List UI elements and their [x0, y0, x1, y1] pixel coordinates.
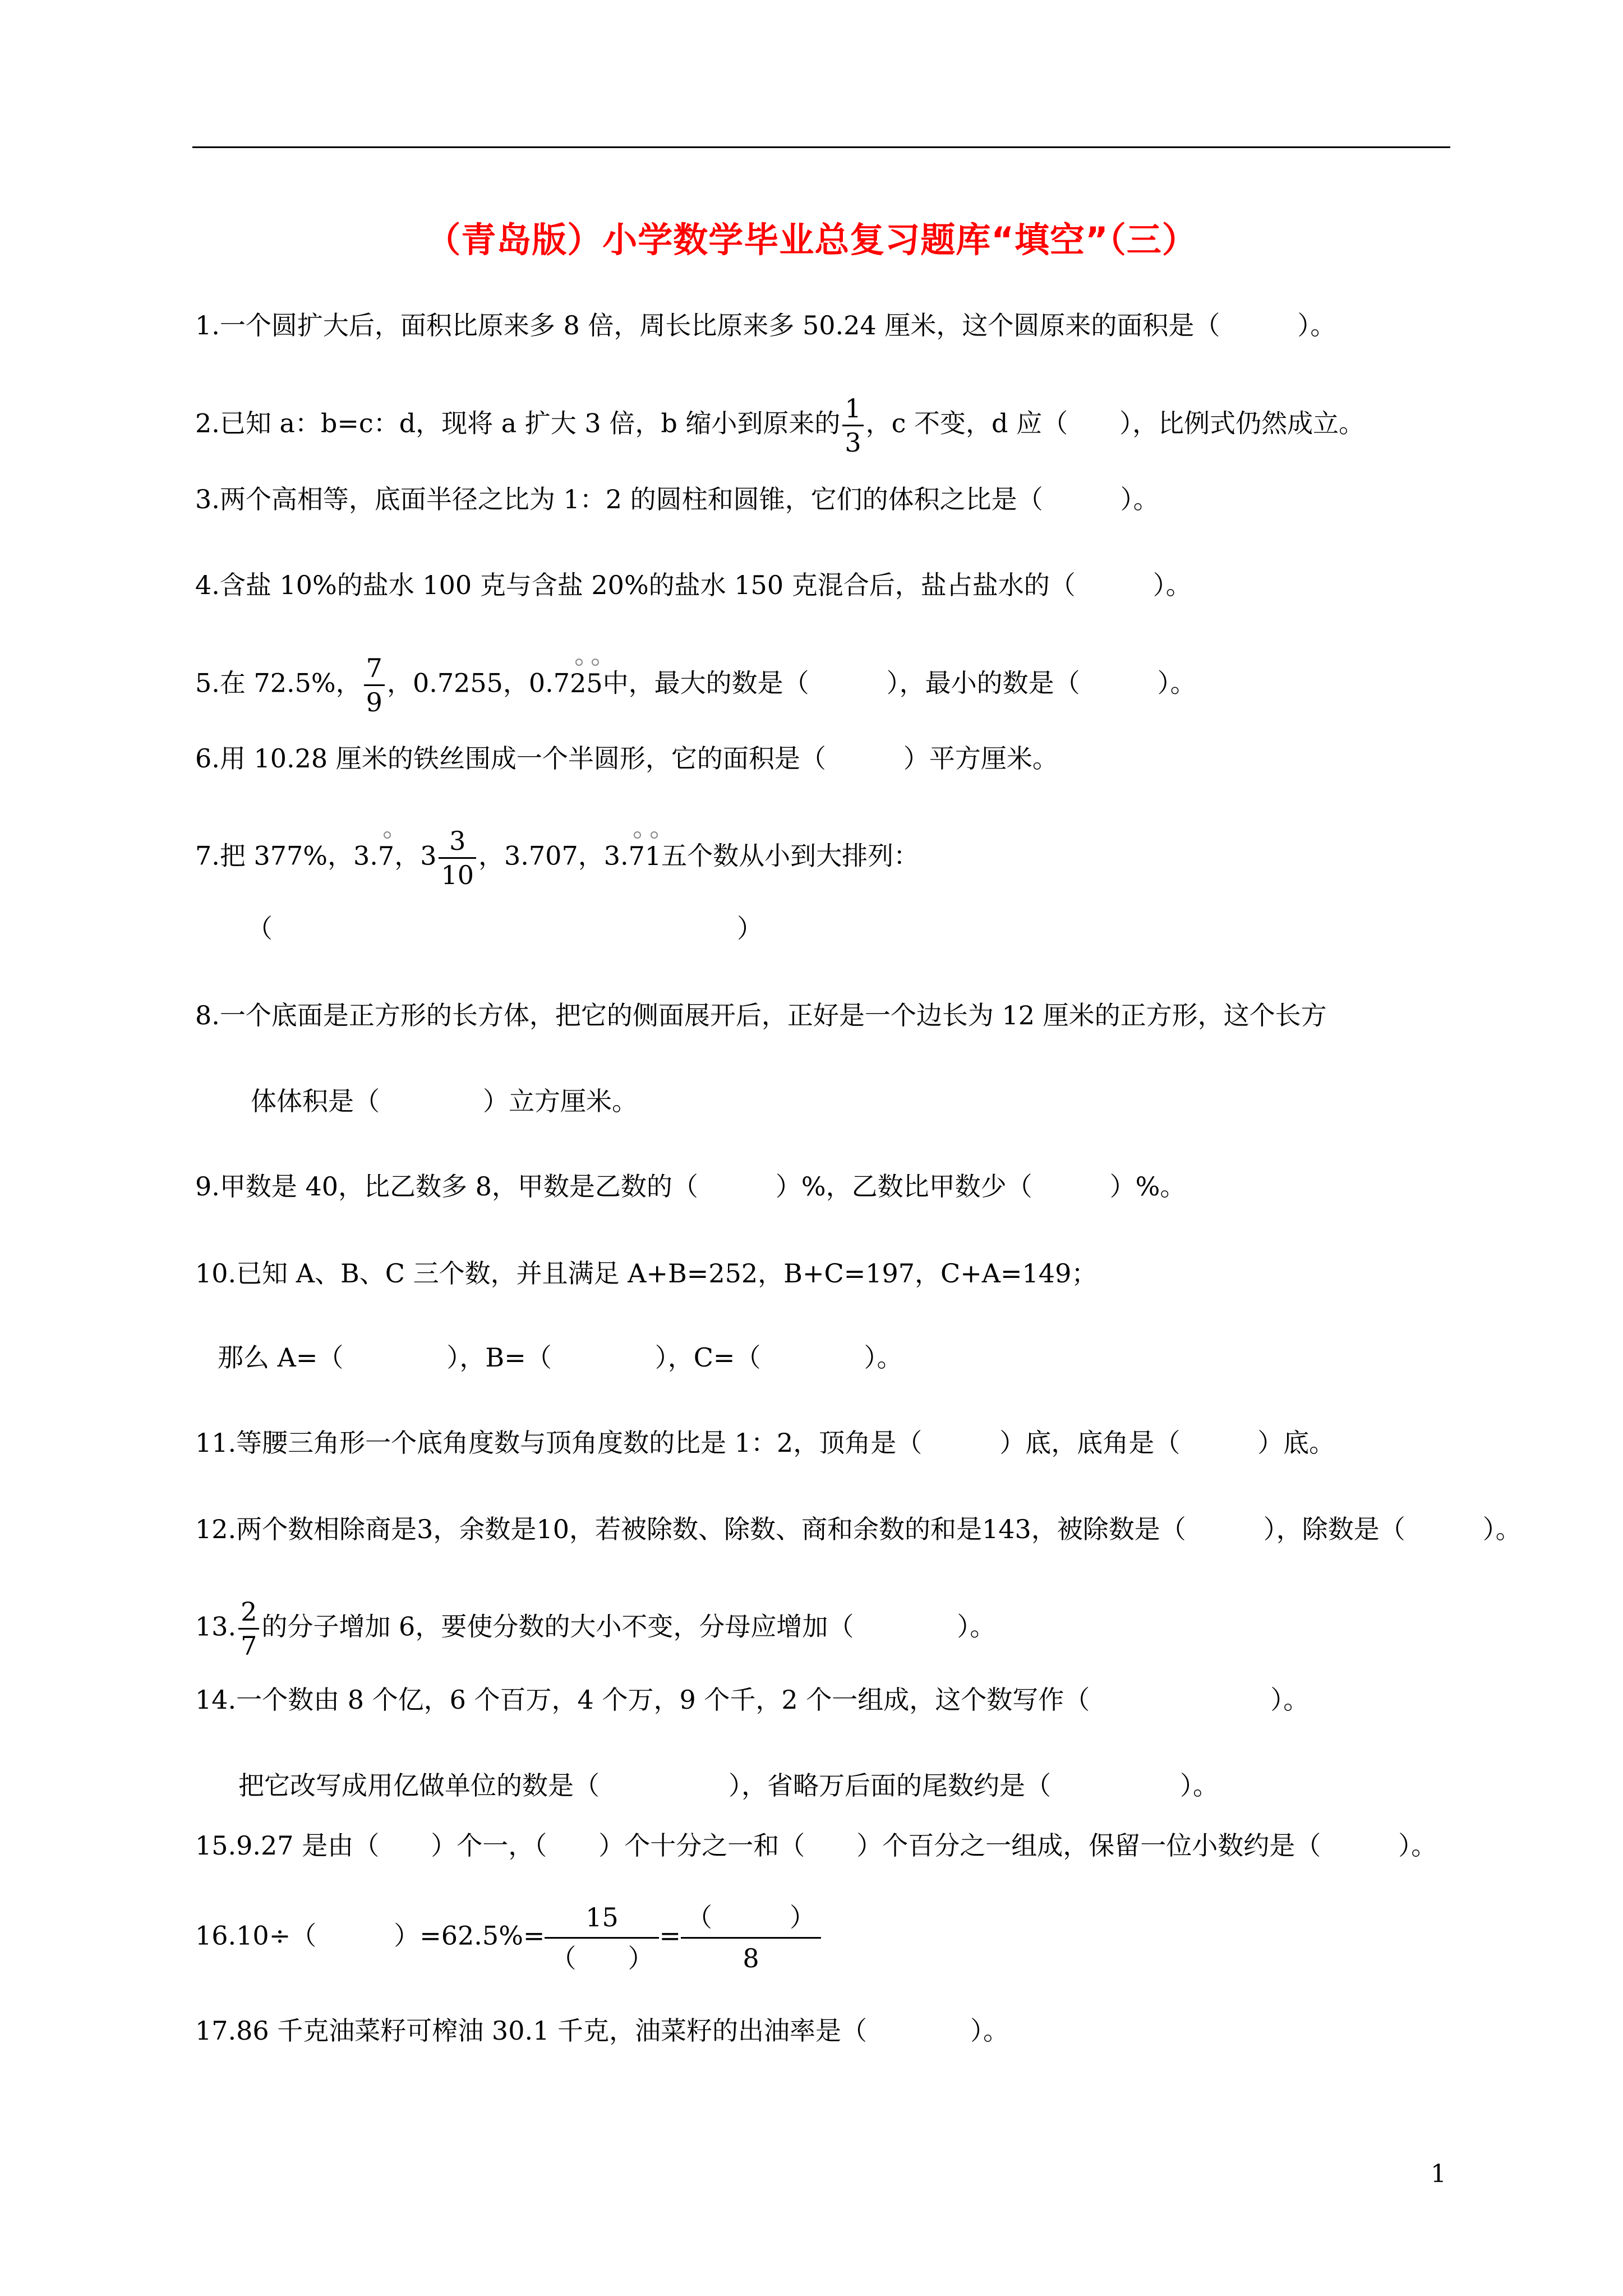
recurring-digit: 7 [378, 839, 394, 873]
question-13-text-a: 13. [195, 1611, 237, 1642]
question-6: 6.用 10.28 厘米的铁丝围成一个半圆形，它的面积是（ ）平方厘米。 [195, 743, 1058, 774]
question-12: 12.两个数相除商是3，余数是10，若被除数、除数、商和余数的和是143，被除数是（ ），除数是（ ）。 [195, 1514, 1521, 1544]
question-7-answer-blank: （ ） [247, 913, 763, 944]
fraction-numerator: 3 [449, 826, 466, 856]
page-number: 1 [1431, 2160, 1446, 2188]
question-14-line-1: 14.一个数由 8 个亿，6 个百万，4 个万，9 个千，2 个一组成，这个数写作（ ）。 [195, 1685, 1310, 1715]
question-5-text-c: 中，最大的数是（ ），最小的数是（ ）。 [602, 668, 1196, 698]
question-13-text-b: 的分子增加 6，要使分数的大小不变，分母应增加（ ）。 [261, 1611, 996, 1642]
question-2 [195, 393, 1365, 458]
question-17: 17.86 千克油菜籽可榨油 30.1 千克，油菜籽的出油率是（ ）。 [195, 2016, 1009, 2046]
question-16-fraction-1 [545, 1904, 659, 1971]
fraction-denominator: 3 [842, 425, 863, 455]
fraction-numerator: 2 [241, 1596, 257, 1627]
recurring-digit: 1 [645, 839, 661, 873]
question-8-line-2: 体体积是（ ）立方厘米。 [251, 1086, 638, 1116]
question-7-text-c: ，3.707，3. [478, 840, 629, 871]
question-7 [195, 828, 919, 888]
question-9: 9.甲数是 40，比乙数多 8，甲数是乙数的（ ）%，乙数比甲数少（ ）%。 [195, 1171, 1186, 1202]
fraction-numerator: 7 [366, 653, 382, 683]
fraction-numerator: 15 [585, 1902, 619, 1932]
question-10-line-2: 那么 A=（ ），B=（ ），C=（ ）。 [218, 1342, 903, 1373]
fraction-denominator: 9 [364, 684, 385, 715]
question-5 [195, 655, 1196, 715]
question-7-fraction [439, 828, 476, 888]
question-13-fraction [238, 1596, 259, 1661]
fraction-numerator: （ ） [686, 1902, 815, 1932]
header-rule [192, 146, 1450, 148]
question-16-fraction-2 [681, 1904, 821, 1971]
question-14-line-2: 把它改写成用亿做单位的数是（ ），省略万后面的尾数约是（ ）。 [238, 1770, 1219, 1801]
question-1: 1.一个圆扩大后，面积比原来多 8 倍，周长比原来多 50.24 厘米，这个圆原来的面积是（ ）。 [195, 310, 1336, 341]
question-16 [195, 1904, 821, 1971]
question-8-line-1: 8.一个底面是正方形的长方体，把它的侧面展开后，正好是一个边长为 12 厘米的正方形，这个长方 [195, 1000, 1327, 1030]
question-5-fraction [364, 655, 385, 715]
question-16-equals: = [659, 1920, 681, 1951]
fraction-numerator: 1 [845, 393, 861, 424]
question-7-text-b: ，3 [394, 840, 437, 871]
question-2-fraction [842, 393, 863, 458]
question-5-text-a: 5.在 72.5%， [195, 668, 362, 698]
page-title: （青岛版）小学数学毕业总复习题库“填空”（三） [426, 219, 1197, 260]
question-10-line-1: 10.已知 A、B、C 三个数，并且满足 A+B=252，B+C=197，C+A=149； [195, 1258, 1098, 1289]
question-2-text-a: 2.已知 a：b=c：d，现将 a 扩大 3 倍，b 缩小到原来的 [195, 408, 841, 439]
question-11: 11.等腰三角形一个底角度数与顶角度数的比是 1：2，顶角是（ ）底，底角是（ ）底。 [195, 1428, 1335, 1458]
question-7-text-d: 五个数从小到大排列： [661, 840, 920, 871]
fraction-denominator: 10 [439, 857, 476, 888]
question-13 [195, 1596, 996, 1661]
question-16-text-a: 16.10÷（ ）=62.5%= [195, 1920, 545, 1951]
recurring-digit: 5 [586, 666, 602, 700]
fraction-denominator: 8 [681, 1937, 821, 1971]
question-15: 15.9.27 是由（ ）个一，（ ）个十分之一和（ ）个百分之一组成，保留一位小数约是（ ）。 [195, 1830, 1437, 1861]
recurring-digit: 2 [570, 666, 586, 700]
question-5-text-b: ，0.7255，0.7 [386, 668, 570, 698]
recurring-digit: 7 [629, 839, 645, 873]
question-4: 4.含盐 10%的盐水 100 克与含盐 20%的盐水 150 克混合后，盐占盐水的（ ）。 [195, 570, 1192, 600]
fraction-denominator: 7 [238, 1628, 259, 1659]
question-3: 3.两个高相等，底面半径之比为 1：2 的圆柱和圆锥，它们的体积之比是（ ）。 [195, 484, 1159, 514]
fraction-denominator: （ ） [545, 1937, 659, 1971]
question-7-text-a: 7.把 377%，3. [195, 840, 378, 871]
question-2-text-b: ，c 不变，d 应（ ），比例式仍然成立。 [865, 408, 1365, 439]
